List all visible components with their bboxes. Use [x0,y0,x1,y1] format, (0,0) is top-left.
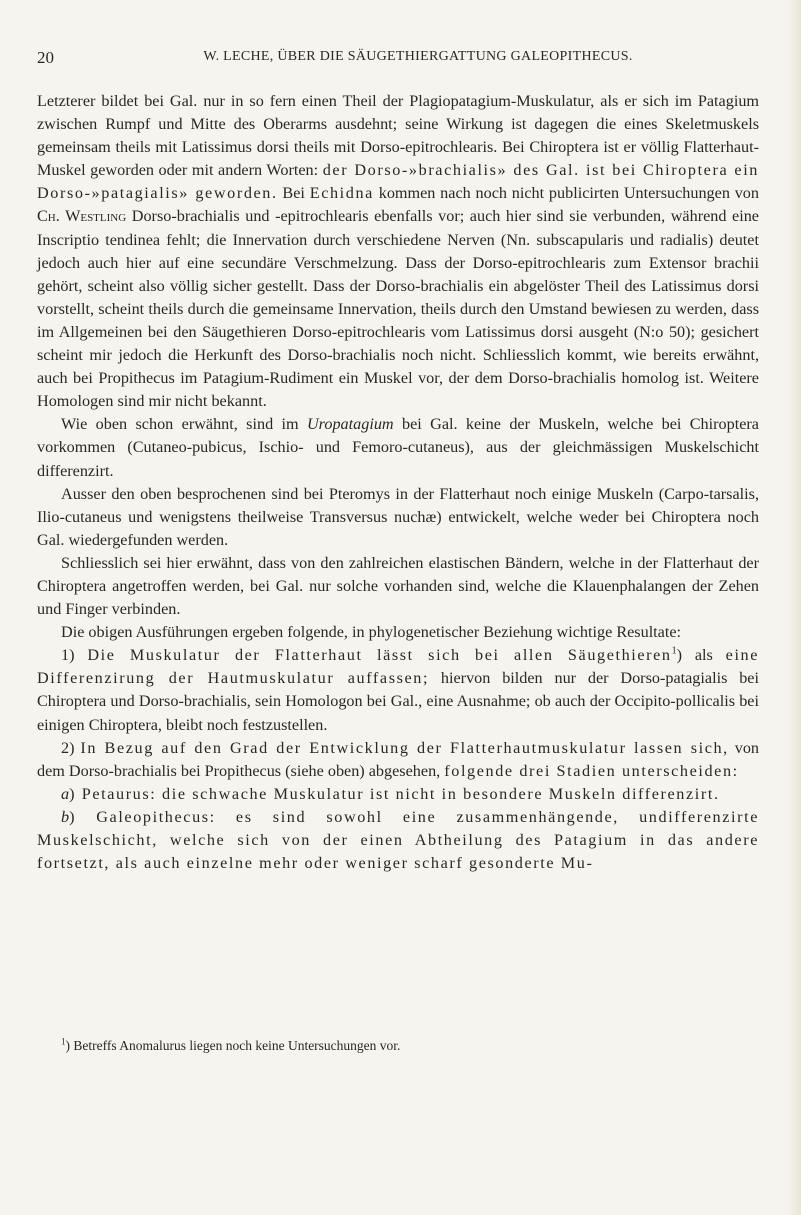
text-run: ) [676,646,683,665]
spaced-emphasis: ) Petaurus: die schwache Muskulatur ist nicht in besondere Muskeln differenzirt. [69,784,720,803]
spaced-emphasis: Echidna [309,184,374,203]
stage-letter: b [61,807,70,826]
stage-letter: a [61,784,70,803]
footnote [61,1038,759,1054]
paragraph: Ausser den oben besprochenen sind bei Pteromys in der Flatterhaut noch einige Muskeln (Carpo-tarsalis, Ilio-cutaneus und wenigstens theilweise Transversus nuchæ) entwickelt, welche weder bei Chiroptera noch Gal. wiedergefunden werden. [37,484,759,549]
spaced-emphasis: Die Muskulatur der Flatterhaut lässt sich bei allen Säugethieren [87,646,672,665]
text-run: 1) [61,646,88,665]
footnote-text: ) Betreffs Anomalurus liegen noch keine Untersuchungen vor. [65,1038,401,1053]
page-edge-shadow [787,0,801,1215]
spaced-emphasis: ) Galeopithecus: es sind sowohl eine zusammenhängende, undifferenzirte Muskelschicht, welche sich von der einen Abtheilung des Patagium in das andere fortsetzt, als auch einzelne mehr oder weniger scharf gesonderte Mu- [37,807,759,873]
running-title: W. LECHE, ÜBER DIE SÄUGETHIERGATTUNG GALEOPITHECUS. [203,49,633,64]
text-run: bei Gal. keine der Muskeln, welche bei Chiroptera vorkommen (Cutaneo-pubicus, Ischio- und Femoro-cutaneus), aus der gleichmässigen Muskelschicht differenzirt. [37,415,759,480]
spaced-emphasis: In Bezug auf den Grad der Entwicklung der Flatterhautmuskulatur lassen sich, [80,738,729,757]
page-header [37,48,759,70]
text-run: Letzterer bildet bei Gal. nur in so fern einen Theil der Plagiopatagium-Muskulatur, als er sich im Patagium zwischen Rumpf und Mitte des Oberarms ausdehnt; seine Wirkung ist dagegen die eines Skeletmuskels gemeinsam theils mit Latissimus dorsi theils mit Dorso-epitrochlearis. Bei Chiroptera ist er völlig Flatterhaut-Muskel geworden oder mit andern Worten: [37,92,759,180]
book-page [37,0,759,1215]
body-text [37,90,759,875]
text-run: Dorso-brachialis und -epitrochlearis ebenfalls vor; auch hier sind sie verbunden, während eine Inscriptio tendinea fehlt; die Innervation durch verschiedene Nerven (Nn. subscapularis und radialis) deutet jedoch auch hier auf eine secundäre Verschmelzung. Dass der Dorso-epitrochlearis zum Extensor brachii gehört, scheint also völlig sicher gestellt. Dass der Dorso-brachialis ein abgelöster Theil des Latissimus dorsi vorstellt, scheint theils durch die gemeinsame Innervation, theils durch den Umstand bewiesen zu werden, dass im Allgemeinen bei den Säugethieren Dorso-epitrochlearis vom Latissimus dorsi ausgeht (N:o 50); gesichert scheint mir jedoch die Herkunft des Dorso-brachialis noch nicht. Schliesslich kommt, wie bereits erwähnt, auch bei Propithecus im Patagium-Rudiment ein Muskel vor, der dem Dorso-brachialis homolog ist. Weitere Homologen sind mir nicht bekannt. [37,207,759,411]
stage-b [37,806,759,875]
text-run: hiervon bilden nur der Dorso-patagialis bei Chiroptera und Dorso-brachialis, sein Homologon bei Gal., eine Ausnahme; ob auch der Occipito-pollicalis bei einigen Chiroptera, bleibt noch festzustellen. [37,669,759,734]
paragraph: Die obigen Ausführungen ergeben folgende, in phylogenetischer Beziehung wichtige Resultate: [61,623,682,642]
stage-a [37,783,759,806]
page-number: 20 [37,48,54,67]
text-run: als [682,646,726,665]
text-run: Wie oben schon erwähnt, sind im [61,415,307,434]
result-1 [37,644,759,736]
text-run: kommen nach noch nicht publicirten Untersuchungen von [373,184,759,203]
footnote-ref: 1 [671,645,677,657]
spaced-emphasis: folgende drei Stadien unterscheiden: [444,761,739,780]
text-run: 2) [61,738,81,757]
footnote-marker: 1 [61,1036,66,1047]
result-2 [37,737,759,783]
spaced-emphasis: eine Differenzirung der Hautmuskulatur auffassen; [37,646,760,688]
text-run: von dem Dorso-brachialis bei Propithecus (siehe oben) abgesehen, [37,738,759,780]
author-name: Ch. Westling [37,207,127,226]
paragraph [37,90,759,413]
italic-term: Uropatagium [306,415,394,434]
paragraph [37,413,759,482]
text-run: Bei [277,184,310,203]
paragraph: Schliesslich sei hier erwähnt, dass von den zahlreichen elastischen Bändern, welche in der Flatterhaut der Chiroptera angetroffen werden, bei Gal. nur solche vorhanden sind, welche die Klauenphalangen der Zehen und Finger verbinden. [37,553,759,619]
spaced-emphasis: der Dorso-»brachialis» des Gal. ist bei Chiroptera ein Dorso-»patagialis» geworden. [37,161,759,203]
